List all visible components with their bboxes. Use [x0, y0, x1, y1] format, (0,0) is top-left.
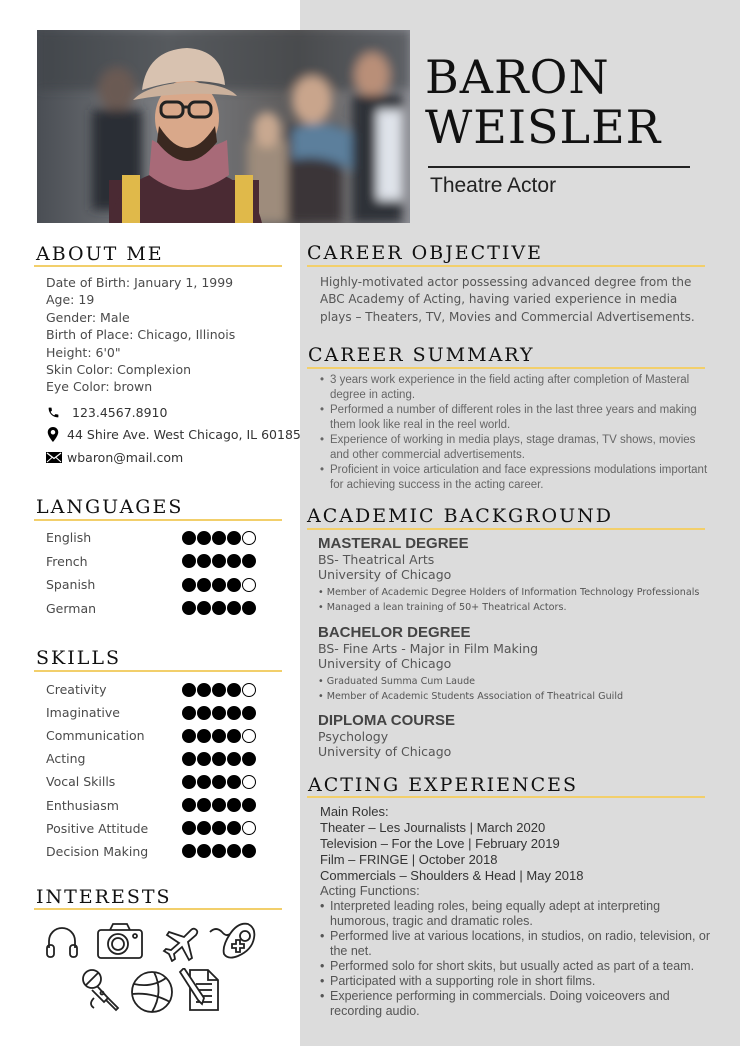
degree-title: DIPLOMA COURSE [318, 712, 455, 729]
rating-label: Spanish [46, 577, 96, 593]
functions-label: Acting Functions: [320, 883, 420, 898]
interests-heading: INTERESTS [36, 886, 172, 908]
about-skin: Skin Color: Complexion [46, 362, 192, 378]
summary-item: • Performed a number of different roles in the last three years and making them look like real in the reel world. [320, 403, 710, 433]
filled-dot-icon [182, 578, 196, 592]
filled-dot-icon [227, 798, 241, 812]
filled-dot-icon [182, 752, 196, 766]
skill-row [46, 728, 256, 743]
rating-dots [182, 531, 256, 545]
functions-list [320, 899, 720, 1019]
headphones-icon [44, 924, 80, 960]
filled-dot-icon [212, 752, 226, 766]
rating-label: French [46, 553, 88, 569]
degree-school: University of Chicago [318, 744, 452, 759]
name-divider [428, 166, 690, 168]
function-item: • Performed solo for short skits, but usually acted as part of a team. [320, 959, 720, 974]
rating-label: Positive Attitude [46, 820, 149, 836]
objective-line: Highly-motivated actor possessing advanced degree from the [320, 275, 692, 289]
filled-dot-icon [212, 578, 226, 592]
empty-dot-icon [242, 729, 256, 743]
filled-dot-icon [197, 775, 211, 789]
main-roles [320, 804, 584, 884]
rating-label: Creativity [46, 682, 107, 697]
languages-rule [34, 519, 282, 521]
filled-dot-icon [242, 601, 256, 615]
skill-row [46, 774, 256, 789]
rating-dots [182, 729, 256, 743]
first-name: BARON [425, 50, 610, 104]
filled-dot-icon [212, 821, 226, 835]
filled-dot-icon [227, 554, 241, 568]
phone-icon [46, 406, 60, 420]
skill-row [46, 821, 256, 836]
filled-dot-icon [182, 729, 196, 743]
contact-phone [46, 405, 167, 420]
roles-label: Main Roles: [320, 804, 389, 819]
empty-dot-icon [242, 821, 256, 835]
rating-dots [182, 775, 256, 789]
filled-dot-icon [212, 601, 226, 615]
envelope-icon [46, 451, 62, 465]
rating-label: German [46, 600, 97, 616]
filled-dot-icon [182, 798, 196, 812]
contact-address [46, 427, 301, 442]
summary-rule [307, 367, 705, 369]
objective-line: ABC Academy of Acting, having varied experience in media [320, 292, 678, 307]
filled-dot-icon [227, 706, 241, 720]
writing-icon [178, 968, 222, 1012]
rating-label: Imaginative [46, 705, 120, 721]
filled-dot-icon [242, 706, 256, 720]
filled-dot-icon [227, 729, 241, 743]
rating-label: Acting [46, 751, 86, 767]
acting-rule [307, 796, 705, 798]
languages-heading: LANGUAGES [36, 496, 184, 518]
empty-dot-icon [242, 775, 256, 789]
interests-icons [40, 918, 280, 1018]
objective-heading: CAREER OBJECTIVE [307, 242, 543, 264]
interests-rule [34, 908, 282, 910]
contact-email [46, 450, 183, 465]
objective-text [320, 274, 700, 326]
filled-dot-icon [227, 844, 241, 858]
filled-dot-icon [212, 844, 226, 858]
phone-text: 123.4567.8910 [72, 405, 168, 420]
filled-dot-icon [227, 821, 241, 835]
rating-dots [182, 683, 256, 697]
language-row [46, 577, 256, 592]
about-dob: Date of Birth: January 1, 1999 [46, 275, 234, 290]
skill-row [46, 798, 256, 813]
filled-dot-icon [227, 601, 241, 615]
role-item: Television – For the Love | February 2019 [320, 836, 560, 851]
about-eye: Eye Color: brown [46, 379, 153, 395]
filled-dot-icon [197, 729, 211, 743]
degree-program: BS- Theatrical Arts [318, 552, 435, 567]
filled-dot-icon [212, 554, 226, 568]
skill-row [46, 844, 256, 859]
role-item: Theater – Les Journalists | March 2020 [320, 820, 546, 835]
function-item: • Interpreted leading roles, being equally adept at interpreting humorous, tragic and dramatic roles. [320, 899, 720, 929]
language-row [46, 601, 256, 616]
rating-label: Communication [46, 728, 145, 744]
filled-dot-icon [197, 578, 211, 592]
filled-dot-icon [182, 531, 196, 545]
gamepad-icon [208, 920, 256, 960]
skill-row [46, 682, 256, 697]
role-item: Film – FRINGE | October 2018 [320, 852, 498, 867]
rating-dots [182, 752, 256, 766]
summary-list [320, 373, 710, 493]
last-name: WEISLER [425, 100, 662, 154]
filled-dot-icon [182, 821, 196, 835]
filled-dot-icon [182, 554, 196, 568]
about-rule [34, 265, 282, 267]
filled-dot-icon [227, 683, 241, 697]
email-text: wbaron@mail.com [67, 450, 184, 465]
filled-dot-icon [212, 683, 226, 697]
objective-line: plays – Theaters, TV, Movies and Commercial Advertisements. [320, 309, 695, 324]
filled-dot-icon [182, 683, 196, 697]
rating-label: Vocal Skills [46, 774, 116, 790]
rating-dots [182, 844, 256, 858]
filled-dot-icon [197, 798, 211, 812]
filled-dot-icon [197, 601, 211, 615]
empty-dot-icon [242, 531, 256, 545]
microphone-icon [80, 968, 120, 1012]
filled-dot-icon [197, 821, 211, 835]
degree-title: MASTERAL DEGREE [318, 535, 469, 552]
degree-bullet: • Member of Academic Students Association of Theatrical Guild [318, 691, 624, 702]
filled-dot-icon [197, 752, 211, 766]
objective-rule [307, 265, 705, 267]
filled-dot-icon [212, 729, 226, 743]
rating-dots [182, 798, 256, 812]
degree-bullet: • Member of Academic Degree Holders of Information Technology Professionals [318, 587, 700, 598]
filled-dot-icon [182, 775, 196, 789]
filled-dot-icon [242, 844, 256, 858]
full-name [425, 52, 661, 152]
language-row [46, 530, 256, 545]
function-item: • Participated with a supporting role in short films. [320, 974, 720, 989]
job-title: Theatre Actor [430, 174, 557, 197]
summary-item: • 3 years work experience in the field acting after completion of Masteral degree in acting. [320, 373, 710, 403]
rating-dots [182, 706, 256, 720]
degree-program: Psychology [318, 729, 389, 744]
degree-bullet: • Managed a lean training of 50+ Theatrical Actors. [318, 602, 567, 613]
filled-dot-icon [197, 706, 211, 720]
filled-dot-icon [242, 554, 256, 568]
about-height: Height: 6'0" [46, 344, 121, 360]
rating-dots [182, 578, 256, 592]
language-row [46, 554, 256, 569]
filled-dot-icon [197, 531, 211, 545]
basketball-icon [130, 970, 174, 1014]
about-heading: ABOUT ME [36, 243, 164, 265]
degree-school: University of Chicago [318, 656, 452, 671]
academic-rule [307, 528, 705, 530]
location-pin-icon [46, 428, 60, 442]
rating-label: English [46, 530, 92, 545]
summary-item: • Proficient in voice articulation and face expressions modulations important for achieving success in the acting career. [320, 463, 710, 493]
degree-bullet: • Graduated Summa Cum Laude [318, 676, 476, 687]
filled-dot-icon [212, 531, 226, 545]
about-gender: Gender: Male [46, 309, 130, 325]
skills-heading: SKILLS [36, 647, 121, 669]
filled-dot-icon [212, 706, 226, 720]
filled-dot-icon [182, 706, 196, 720]
filled-dot-icon [227, 775, 241, 789]
acting-heading: ACTING EXPERIENCES [308, 774, 579, 796]
filled-dot-icon [242, 798, 256, 812]
about-details [46, 274, 235, 396]
degree-program: BS- Fine Arts - Major in Film Making [318, 641, 539, 656]
empty-dot-icon [242, 578, 256, 592]
filled-dot-icon [227, 531, 241, 545]
degree-school: University of Chicago [318, 567, 452, 582]
rating-dots [182, 601, 256, 615]
empty-dot-icon [242, 683, 256, 697]
airplane-icon [162, 926, 200, 962]
degree-title: BACHELOR DEGREE [318, 624, 471, 641]
filled-dot-icon [182, 844, 196, 858]
rating-label: Decision Making [46, 843, 149, 859]
function-item: • Experience performing in commercials. Doing voiceovers and recording audio. [320, 989, 720, 1019]
skill-row [46, 705, 256, 720]
summary-item: • Experience of working in media plays, stage dramas, TV shows, movies and other commercial advertisements. [320, 433, 710, 463]
rating-label: Enthusiasm [46, 797, 119, 813]
filled-dot-icon [212, 798, 226, 812]
camera-icon [96, 922, 144, 960]
summary-heading: CAREER SUMMARY [308, 344, 535, 366]
filled-dot-icon [197, 683, 211, 697]
filled-dot-icon [242, 752, 256, 766]
skills-rule [34, 670, 282, 672]
filled-dot-icon [227, 578, 241, 592]
filled-dot-icon [197, 554, 211, 568]
filled-dot-icon [197, 844, 211, 858]
filled-dot-icon [212, 775, 226, 789]
profile-photo [37, 30, 410, 223]
role-item: Commercials – Shoulders & Head | May 2018 [320, 868, 584, 883]
rating-dots [182, 821, 256, 835]
academic-heading: ACADEMIC BACKGROUND [307, 505, 613, 527]
address-text: 44 Shire Ave. West Chicago, IL 60185 [67, 427, 301, 442]
rating-dots [182, 554, 256, 568]
about-age: Age: 19 [46, 292, 95, 308]
filled-dot-icon [182, 601, 196, 615]
function-item: • Performed live at various locations, in studios, on radio, television, or the net. [320, 929, 720, 959]
filled-dot-icon [227, 752, 241, 766]
about-birthplace: Birth of Place: Chicago, Illinois [46, 327, 236, 343]
skill-row [46, 751, 256, 766]
